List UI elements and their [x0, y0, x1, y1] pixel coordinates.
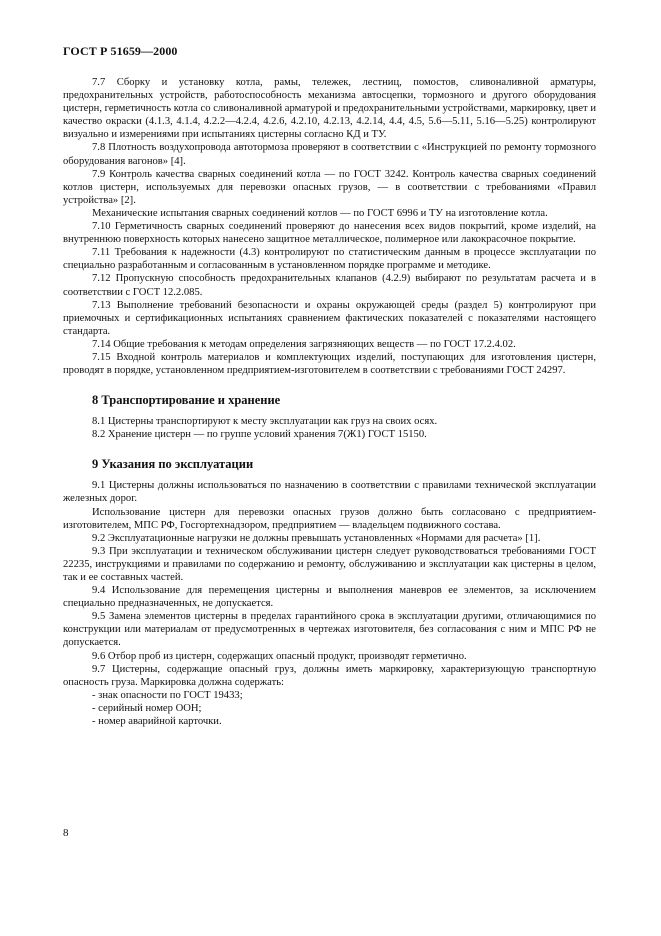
list-item: - знак опасности по ГОСТ 19433; [92, 689, 243, 701]
paragraph-9-5: 9.5 Замена элементов цистерны в пределах гарантийного срока в эксплуатации другими, отличающимися по конструкции или материалам от предусмотренных в чертежах изготовителя, без согласования с ним и МПС РФ не допускается. [63, 611, 596, 649]
paragraph-9-2: 9.2 Эксплуатационные нагрузки не должны превышать установленных «Нормами для расчета» [1]. [92, 532, 541, 544]
paragraph-9-4: 9.4 Использование для перемещения цистерны и выполнения маневров ее элементов, за исключением специально предназначенных, не допускается. [63, 585, 596, 610]
list-item: - номер аварийной карточки. [92, 716, 222, 728]
paragraph-7-9: 7.9 Контроль качества сварных соединений котла — по ГОСТ 3242. Контроль качества сварных соединений котлов цистерн, используемых для перевозки опасных грузов, — в соответствии с требованиями «Правил устройства» [2]. [63, 168, 596, 206]
paragraph-9-7: 9.7 Цистерны, содержащие опасный груз, должны иметь маркировку, характеризующую транспортную опасность груза. Маркировка должна содержать: [63, 663, 596, 688]
document-header: ГОСТ Р 51659—2000 [63, 44, 178, 58]
section-9-heading: 9 Указания по эксплуатации [92, 457, 254, 472]
list-item: - серийный номер ООН; [92, 702, 202, 714]
paragraph-7-12: 7.12 Пропускную способность предохранительных клапанов (4.2.9) выбирают по результатам расчета и в соответствии с ГОСТ 12.2.085. [63, 273, 596, 298]
paragraph-7-14: 7.14 Общие требования к методам определения загрязняющих веществ — по ГОСТ 17.2.4.02. [92, 338, 516, 350]
paragraph-9-6: 9.6 Отбор проб из цистерн, содержащих опасный продукт, производят герметично. [92, 650, 467, 662]
page-number: 8 [63, 827, 69, 839]
paragraph-9-1-hazardous: Использование цистерн для перевозки опасных грузов должно быть согласовано с предприятием-изготовителем, МПС РФ, Госгортехнадзором, предприятием — владельцем подвижного состава. [63, 506, 596, 531]
paragraph-7-10: 7.10 Герметичность сварных соединений проверяют до нанесения всех видов покрытий, кроме изделий, на внутреннюю поверхность которых нанесено защитное металлическое, полимерное или лакокрасочное покрытие. [63, 221, 596, 246]
marking-list [63, 689, 596, 728]
paragraph-9-3: 9.3 При эксплуатации и техническом обслуживании цистерн следует руководствоваться требованиями ГОСТ 22235, инструкциями и правилами по содержанию и ремонту, обслуживанию и эксплуатации как цистерны в целом, так и ее составных частей. [63, 545, 596, 583]
paragraph-7-7: 7.7 Сборку и установку котла, рамы, тележек, лестниц, помостов, сливоналивной арматуры, предохранительных устройств, работоспособность механизма автосцепки, тормозного и другого оборудования цистерн, герметичность котла со сливоналивной арматурой и предохранительными устройствами, маркировку, цвет и качество окраски (4.1.3, 4.1.4, 4.2.2—4.2.4, 4.2.6, 4.2.10, 4.2.13, 4.2.14, 4.4, 4.5, 5.6—5.11, 5.16—5.25) контролируют визуально и измерениями при испытаниях цистерны согласно КД и ТУ. [63, 77, 596, 141]
paragraph-7-9-mechanical: Механические испытания сварных соединений котлов — по ГОСТ 6996 и ТУ на изготовление котла. [92, 207, 548, 219]
paragraph-7-8: 7.8 Плотность воздухопровода автотормоза проверяют в соответствии с «Инструкцией по ремонту тормозного оборудования вагонов» [4]. [63, 142, 596, 167]
page-content [63, 76, 596, 728]
paragraph-7-15: 7.15 Входной контроль материалов и комплектующих изделий, поступающих для изготовления цистерн, проводят в порядке, установленном предприятием-изготовителем в соответствии с требованиями ГОСТ 24297. [63, 351, 596, 377]
section-8-heading: 8 Транспортирование и хранение [92, 393, 281, 408]
paragraph-8-1: 8.1 Цистерны транспортируют к месту эксплуатации как груз на своих осях. [92, 416, 438, 428]
paragraph-7-13: 7.13 Выполнение требований безопасности и охраны окружающей среды (раздел 5) контролируют при приемочных и сертификационных испытаниях сравнением фактических показателей с показателями настоящего стандарта. [63, 299, 596, 337]
paragraph-9-1: 9.1 Цистерны должны использоваться по назначению в соответствии с правилами технической эксплуатации железных дорог. [63, 480, 596, 505]
paragraph-7-11: 7.11 Требования к надежности (4.3) контролируют по статистическим данным в процессе эксплуатации по специально разработанным и согласованным в установленном порядке программе и методике. [63, 247, 596, 272]
paragraph-8-2: 8.2 Хранение цистерн — по группе условий хранения 7(Ж1) ГОСТ 15150. [92, 429, 427, 441]
